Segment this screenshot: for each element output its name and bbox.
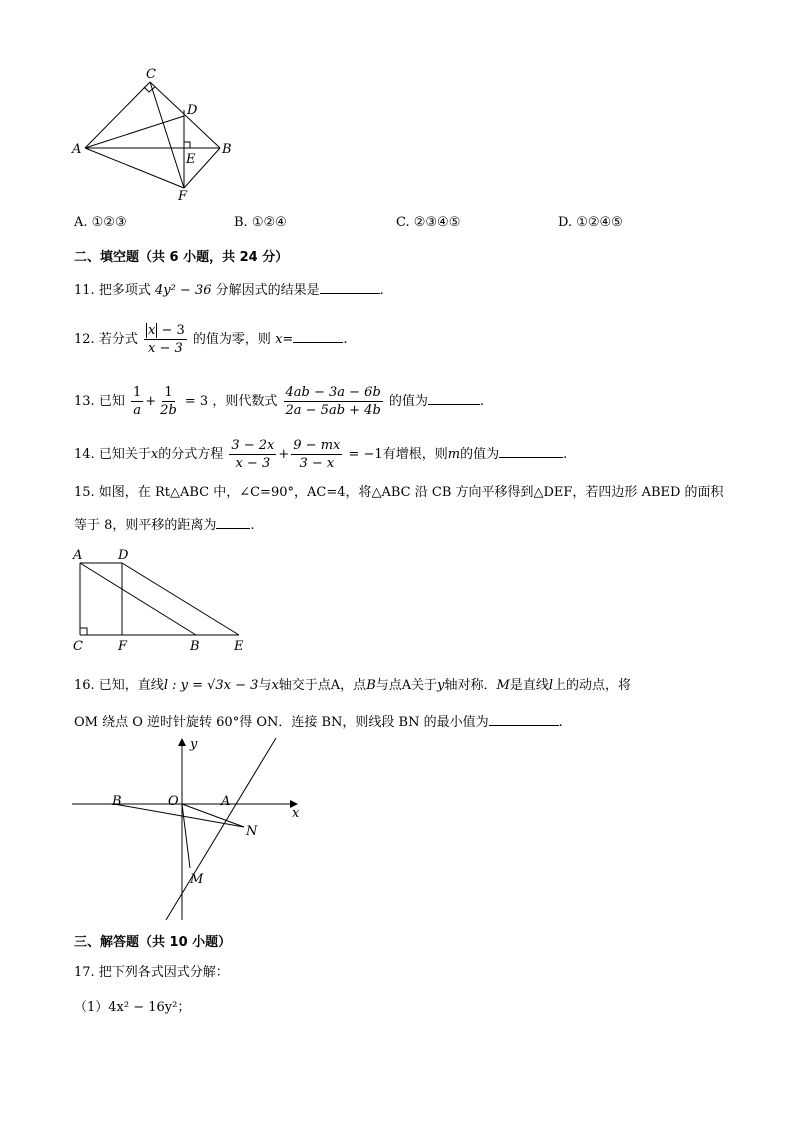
q12-abs-x: x <box>147 323 156 338</box>
figure-q10 <box>60 62 240 202</box>
q14-post2: 的值为 <box>460 447 500 462</box>
option-c[interactable]: C. ②③④⑤ <box>396 215 461 230</box>
label-x: x <box>292 806 300 821</box>
label-d: D <box>187 103 198 118</box>
q13-eq3: = 3 <box>184 394 209 409</box>
q12-eq: = <box>282 332 294 347</box>
q14-var: x <box>150 447 159 462</box>
q12-answer-blank[interactable] <box>293 330 343 343</box>
q16-text-b: 与 <box>258 678 272 693</box>
q15-line-2 <box>74 516 255 535</box>
q11-end: . <box>379 283 384 298</box>
q13-pre: 已知 <box>98 394 125 409</box>
label-n: N <box>246 824 258 839</box>
q11-post: 分解因式的结果是 <box>215 283 320 298</box>
q15-line-2-text: 等于 8，则平移的距离为 <box>74 518 217 533</box>
q12-numer-rest: − 3 <box>157 323 185 338</box>
q14-num: 14. <box>74 447 95 462</box>
q16-equation: l : y = √3x − 3 <box>163 678 259 693</box>
q16-var-y: y <box>437 678 445 693</box>
q14-post1: 有增根，则 <box>382 447 448 462</box>
label-a: A <box>72 142 82 157</box>
q12-denom: x − 3 <box>147 341 183 356</box>
label-b: B <box>222 142 232 157</box>
q16-line-2 <box>74 713 563 732</box>
q13-end: . <box>479 394 485 409</box>
label-f: F <box>178 189 188 202</box>
figure-q16 <box>66 734 316 924</box>
q13-frac-2: $\frac{1}{2b}$ <box>160 385 177 418</box>
question-12 <box>74 322 347 357</box>
q14-rhs: = −1 <box>348 447 383 462</box>
q14-end: . <box>563 447 568 462</box>
segment-de <box>122 563 239 635</box>
q16-text-f: 是直线 <box>509 678 549 693</box>
q14-plus: + <box>278 447 290 462</box>
q13-mid: ，则代数式 <box>212 394 278 409</box>
q14-pre: 已知关于 <box>98 447 151 462</box>
q14-answer-blank[interactable] <box>499 445 563 458</box>
segment-af <box>85 148 184 188</box>
q16-answer-blank[interactable] <box>489 713 559 726</box>
q16-var-m: M <box>496 678 510 693</box>
q12-fraction <box>144 322 187 357</box>
q13-post: 的值为 <box>388 394 428 409</box>
q14-frac-1: $\frac{3 - 2x}{x - 3}$ <box>231 438 275 471</box>
q16-text-a: 16. 已知，直线 <box>74 678 164 693</box>
label-b: B <box>190 639 200 654</box>
q16-end: . <box>558 715 563 730</box>
label-c: C <box>73 639 83 654</box>
label-y: y <box>190 737 198 752</box>
q14-frac-2: $\frac{9 - mx}{3 - x}$ <box>293 438 341 471</box>
q13-num: 13. <box>74 394 95 409</box>
q13-answer-blank[interactable] <box>428 392 480 405</box>
q12-pre: 若分式 <box>98 332 138 347</box>
q15-end: . <box>250 518 255 533</box>
q16-var-x: x <box>271 678 279 693</box>
figure-q15 <box>64 546 264 656</box>
q16-line-2-text: OM 绕点 O 逆时针旋转 60°得 ON．连接 BN，则线段 BN 的最小值为 <box>74 715 489 730</box>
label-a: A <box>73 548 83 563</box>
label-d: D <box>118 548 129 563</box>
q13-frac-1: $\frac{1}{a}$ <box>132 385 142 418</box>
label-m: M <box>190 872 204 887</box>
question-13 <box>74 384 484 419</box>
q12-var: x <box>275 332 283 347</box>
q11-answer-blank[interactable] <box>320 281 380 294</box>
q16-text-c: 轴交于点A，点 <box>278 678 367 693</box>
q16-line-1 <box>74 677 631 695</box>
option-b[interactable]: B. ①②④ <box>234 215 287 230</box>
question-11 <box>74 281 384 300</box>
q15-answer-blank[interactable] <box>216 516 250 529</box>
segment-on <box>182 804 244 827</box>
label-f: F <box>118 639 128 654</box>
right-angle-e <box>184 142 190 148</box>
q14-var-m: m <box>447 447 461 462</box>
option-a[interactable]: A. ①②③ <box>74 215 127 230</box>
q12-post: 的值为零，则 <box>192 332 271 347</box>
q17-title: 17. 把下列各式因式分解： <box>74 965 229 980</box>
segment-om <box>182 804 190 868</box>
q12-end: . <box>343 332 348 347</box>
right-angle-c <box>80 628 87 635</box>
segment-ab <box>80 563 196 635</box>
q15-line-1: 15. 如图，在 Rt△ABC 中，∠C=90°，AC=4，将△ABC 沿 CB 方向平移得到△DEF，若四边形 ABED 的面积 <box>74 485 724 500</box>
label-b: B <box>112 794 122 809</box>
q11-pre: 把多项式 <box>98 283 151 298</box>
q17-part-1: （1）4x² − 16y²； <box>74 1000 191 1015</box>
label-c: C <box>146 67 156 82</box>
q16-text-e: 轴对称． <box>444 678 497 693</box>
q16-text-g: 上的动点，将 <box>553 678 632 693</box>
q16-text-d: 与点A关于 <box>375 678 438 693</box>
question-14 <box>74 437 567 472</box>
label-o: O <box>168 794 179 809</box>
option-d[interactable]: D. ①②④⑤ <box>558 215 623 230</box>
label-a: A <box>221 794 231 809</box>
segment-ac <box>85 82 150 148</box>
label-e: E <box>186 152 196 167</box>
q12-num: 12. <box>74 332 95 347</box>
q14-mid: 的分式方程 <box>158 447 224 462</box>
q13-frac-3: $\frac{4ab - 3a - 6b}{2a - 5ab + 4b}$ <box>285 385 381 418</box>
q13-plus: + <box>145 394 157 409</box>
section-title-fill-in: 二、填空题（共 6 小题，共 24 分） <box>74 250 289 265</box>
q16-var-l: l <box>548 678 554 693</box>
section-title-answer: 三、解答题（共 10 小题） <box>74 935 232 950</box>
q11-expr: 4y² − 36 <box>154 283 212 298</box>
q16-var-b: B <box>366 678 376 693</box>
label-e: E <box>234 639 244 654</box>
q11-num: 11. <box>74 283 95 298</box>
